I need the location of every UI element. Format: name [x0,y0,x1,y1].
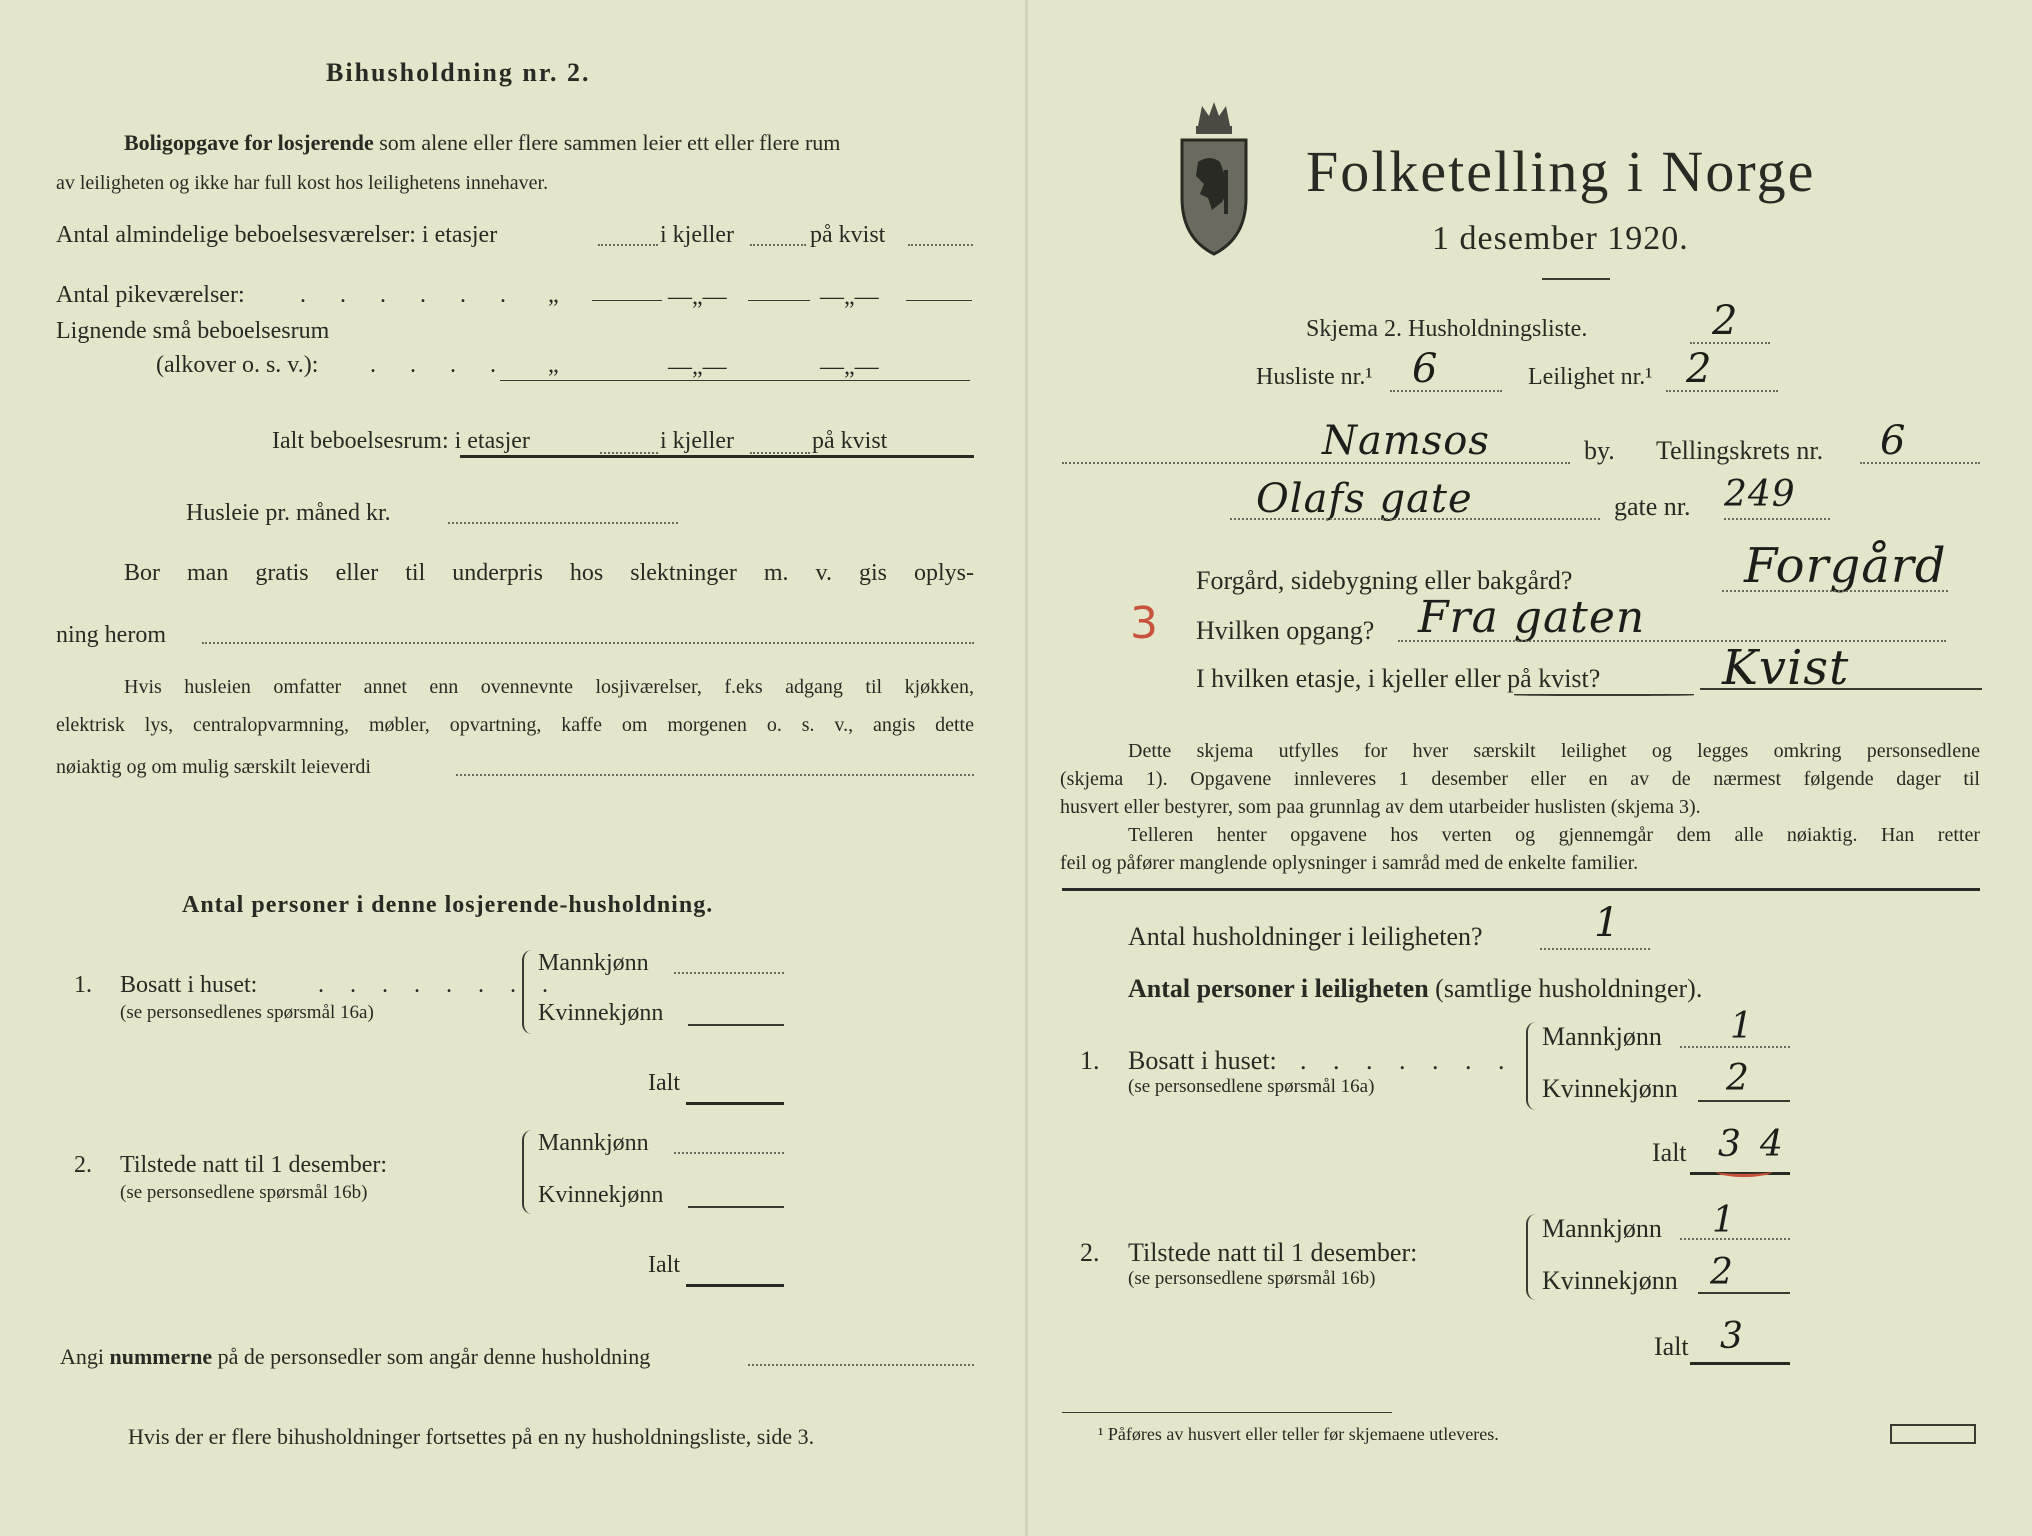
coat-of-arms-icon [1176,98,1252,261]
etasje-line [1700,688,1982,690]
gate-label: gate nr. [1614,492,1691,521]
right-q1-mann-handwritten: 1 [1730,1006,1754,1047]
gate-nr-line [1724,518,1830,520]
gate-line [1230,518,1600,520]
rooms-label: Antal almindelige beboelsesværelser: i etasjer [56,222,498,248]
right-q1-label: Bosatt i huset: [1128,1046,1277,1075]
ialt-kvist: på kvist [812,428,888,454]
ialt-rooms-underline [460,455,974,458]
by-handwritten: Namsos [1322,418,1490,464]
hvis-line [456,774,974,776]
left-q2-mann-line [674,1152,784,1154]
left-q1-number: 1. [74,972,92,998]
husliste-line [1390,390,1502,392]
left-q2-sub: (se personsedlene spørsmål 16b) [120,1182,368,1203]
leilighet-label: Leilighet nr.¹ [1528,364,1653,390]
left-q1-brace [522,950,534,1034]
skjema-label: Skjema 2. Husholdningsliste. [1306,316,1588,342]
right-persons-bold: Antal personer i leiligheten [1128,974,1429,1003]
rooms-kvist: på kvist [810,222,886,248]
forgaard-label: Forgård, sidebygning eller bakgård? [1196,566,1573,595]
opgang-handwritten: Fra gaten [1418,592,1646,643]
etasje-handwritten: Kvist [1722,640,1850,696]
lignende-ditto: „ [548,352,559,378]
rooms-etasjer-line [598,244,658,246]
right-date: 1 desember 1920. [1432,220,1689,257]
rooms-kvist-line [908,244,973,246]
angi-bold: nummerne [109,1344,213,1369]
left-q1-kvinne-line [688,1024,784,1026]
bor-line [202,642,974,644]
footnote-rule [1062,1412,1392,1413]
angi-pre: Angi [60,1344,104,1369]
left-q2-ialt: Ialt [648,1252,680,1278]
lignende-dots: . . . . [370,352,510,378]
right-q1-ialt-correction: 4 [1760,1124,1784,1165]
leilighet-handwritten: 2 [1686,346,1713,392]
left-q2-kvinne: Kvinnekjønn [538,1182,664,1208]
lignende-ditto-3: —„— [820,354,879,380]
etasje-label: I hvilken etasje, i kjeller eller på kvist? [1196,664,1601,693]
leilighet-line [1666,390,1778,392]
forgaard-handwritten: Forgård [1744,538,1947,594]
right-q1-kvinne: Kvinnekjønn [1542,1074,1678,1103]
rooms-kjeller-line [750,244,806,246]
right-q2-brace [1526,1214,1538,1300]
opgang-line [1398,640,1946,642]
intro-line-2: av leiligheten og ikke har full kost hos leilighetens innehaver. [56,172,549,194]
angi-line-fill [748,1364,974,1366]
skjema-line [1690,342,1770,344]
right-q1-dots: . . . . . . . [1300,1046,1515,1075]
info-line-1: Dette skjema utfylles for hver særskilt leilighet og legges omkring personsedlene [1128,740,1980,762]
hvis-line-2: elektrisk lys, centralopvarmning, møbler, opvartning, kaffe om morgenen o. s. v., angis dette [56,714,974,736]
left-q1-sub: (se personsedlenes spørsmål 16a) [120,1002,374,1023]
husliste-label: Husliste nr.¹ [1256,364,1373,390]
left-q2-kvinne-line [688,1206,784,1208]
left-q1-mann-line [674,972,784,974]
right-q1-ialt-handwritten: 3 [1718,1124,1742,1165]
husholdninger-label: Antal husholdninger i leiligheten? [1128,922,1483,951]
right-q2-mann: Mannkjønn [1542,1214,1662,1243]
info-line-2: (skjema 1). Opgavene innleveres 1 desember eller en av de nærmest følgende dager til [1060,768,1980,790]
lignende-base-line [500,380,970,381]
pike-line-1 [592,300,662,301]
right-q2-kvinne-handwritten: 2 [1710,1252,1734,1293]
left-q2-ialt-line [686,1284,784,1287]
left-q1-mann: Mannkjønn [538,950,649,976]
angi-line [60,1344,650,1370]
hvis-line-1: Hvis husleien omfatter annet enn ovennevnte losjiværelser, f.eks adgang til kjøkken, [124,676,974,698]
info-divider [1062,888,1980,891]
left-q1-dots: . . . . . . . . [318,972,558,998]
left-q2-number: 2. [74,1152,92,1178]
by-line [1062,462,1570,464]
right-q1-red-correction [1716,1166,1772,1177]
info-line-5: feil og påfører manglende oplysninger i samråd med de enkelte familier. [1060,852,1639,874]
left-q2-brace [522,1130,534,1214]
skjema-handwritten: 2 [1712,298,1739,344]
right-title: Folketelling i Norge [1306,139,1816,204]
krets-label: Tellingskrets nr. [1656,436,1824,465]
right-q2-kvinne-line [1698,1292,1790,1294]
husholdninger-line [1540,948,1650,950]
pike-line-2 [748,300,810,301]
right-q1-kvinne-line [1698,1100,1790,1102]
right-persons-heading [1128,974,1702,1004]
pike-ditto: „ [548,282,559,308]
left-persons-heading: Antal personer i denne losjerende-husholdning. [182,892,714,918]
info-line-4: Telleren henter opgavene hos verten og gjennemgår dem alle nøiaktig. Han retter [1128,824,1980,846]
ialt-etasjer-line [600,452,658,454]
right-q1-brace [1526,1022,1538,1110]
bor-line-2: ning herom [56,622,166,648]
ialt-kjeller-line [750,452,810,454]
right-q2-ialt-handwritten: 3 [1720,1316,1744,1357]
opgang-label: Hvilken opgang? [1196,616,1375,645]
left-q2-label: Tilstede natt til 1 desember: [120,1152,388,1178]
right-q2-sub: (se personsedlene spørsmål 16b) [1128,1268,1376,1289]
title-rule [1542,278,1610,280]
husleie-label: Husleie pr. måned kr. [186,500,391,526]
forgaard-line [1722,590,1948,592]
opgang-red-mark: 3 [1130,598,1158,649]
right-q2-kvinne: Kvinnekjønn [1542,1266,1678,1295]
right-q2-ialt: Ialt [1654,1332,1689,1361]
left-title: Bihusholdning nr. 2. [326,58,591,87]
rooms-kjeller: i kjeller [660,222,734,248]
right-q1-kvinne-handwritten: 2 [1726,1058,1750,1099]
right-q2-number: 2. [1080,1238,1100,1267]
right-q2-mann-line [1680,1238,1790,1240]
ialt-kjeller: i kjeller [660,428,734,454]
intro-bold: Boligopgave for losjerende [124,130,374,155]
lignende-ditto-2: —„— [668,354,727,380]
husholdninger-handwritten: 1 [1594,900,1621,946]
left-q1-ialt: Ialt [648,1070,680,1096]
husleie-line [448,522,678,524]
husliste-handwritten: 6 [1412,346,1439,392]
left-footer: Hvis der er flere bihusholdninger fortsettes på en ny husholdningsliste, side 3. [128,1424,815,1449]
page-fold [1025,0,1028,1536]
right-q1-number: 1. [1080,1046,1100,1075]
krets-line [1860,462,1980,464]
pike-dots: . . . . . . [300,282,520,308]
right-q1-sub: (se personsedlene spørsmål 16a) [1128,1076,1375,1097]
pike-ditto-3: —„— [820,284,879,310]
krets-handwritten: 6 [1880,418,1907,464]
left-q1-kvinne: Kvinnekjønn [538,1000,664,1026]
footnote: ¹ Påføres av husvert eller teller før skjemaene utleveres. [1098,1424,1499,1444]
lignende-line-1: Lignende små beboelsesrum [56,318,330,344]
hvis-line-3: nøiaktig og om mulig særskilt leieverdi [56,756,371,778]
right-persons-rest: (samtlige husholdninger). [1435,974,1703,1003]
right-q2-label: Tilstede natt til 1 desember: [1128,1238,1418,1267]
intro-rest: som alene eller flere sammen leier ett eller flere rum [379,130,841,155]
left-q1-label: Bosatt i huset: [120,972,258,998]
right-q2-mann-handwritten: 1 [1712,1200,1736,1241]
right-q1-ialt: Ialt [1652,1138,1687,1167]
pike-line-3 [906,300,972,301]
info-line-3: husvert eller bestyrer, som paa grunnlag av dem utarbeider huslisten (skjema 3). [1060,796,1701,818]
angi-rest: på de personsedler som angår denne husholdning [217,1344,651,1369]
by-label: by. [1584,436,1615,465]
printer-stamp-icon [1890,1424,1976,1444]
ialt-rooms-label: Ialt beboelsesrum: i etasjer [272,428,530,454]
gate-handwritten: Olafs gate [1256,476,1473,522]
left-q1-ialt-line [686,1102,784,1105]
pike-label: Antal pikeværelser: [56,282,245,308]
lignende-line-2: (alkover o. s. v.): [156,352,319,378]
gate-nr-handwritten: 249 [1724,474,1796,515]
right-q1-mann: Mannkjønn [1542,1022,1662,1051]
pike-ditto-2: —„— [668,284,727,310]
etasje-underline-mark [1514,694,1694,696]
right-q2-ialt-line [1690,1362,1790,1365]
right-q1-mann-line [1680,1046,1790,1048]
left-q2-mann: Mannkjønn [538,1130,649,1156]
intro-line-1 [124,130,840,156]
bor-line-1: Bor man gratis eller til underpris hos slektninger m. v. gis oplys- [124,560,974,586]
